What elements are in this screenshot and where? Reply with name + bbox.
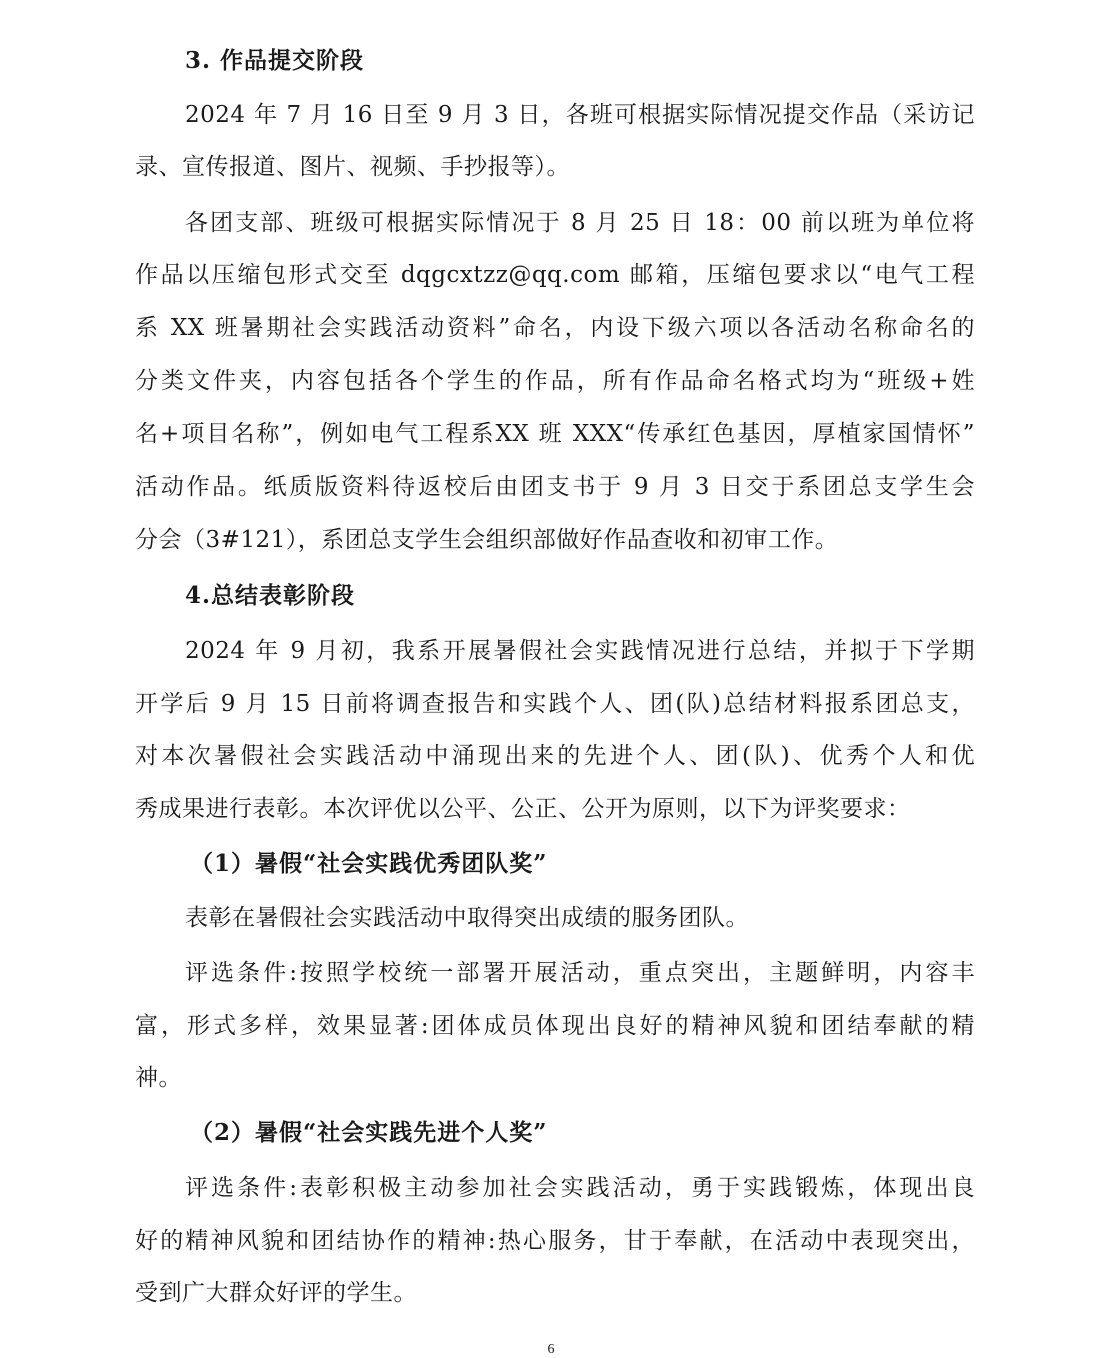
paragraph-line: 名+项目名称”，例如电气工程系XX 班 XXX“传承红色基因，厚植家国情怀”	[135, 421, 975, 447]
paragraph-line: 评选条件:表彰积极主动参加社会实践活动，勇于实践锻炼，体现出良	[185, 1175, 975, 1201]
paragraph-line: 各团支部、班级可根据实际情况于 8 月 25 日 18：00 前以班为单位将	[185, 210, 975, 236]
paragraph-line: 活动作品。纸质版资料待返校后由团支书于 9 月 3 日交于系团总支学生会	[135, 474, 975, 500]
paragraph-line: 神。	[135, 1065, 182, 1091]
paragraph-line: 秀成果进行表彰。本次评优以公平、公正、公开为原则，以下为评奖要求：	[135, 796, 911, 822]
page-number: 6	[547, 1342, 555, 1357]
paragraph-line: 分会（3#121），系团总支学生会组织部做好作品查收和初审工作。	[135, 527, 839, 553]
award-1-heading: （1）暑假“社会实践优秀团队奖”	[190, 850, 548, 877]
paragraph-line: 作品以压缩包形式交至 dqgcxtzz@qq.com 邮箱，压缩包要求以“电气工程	[135, 262, 975, 288]
paragraph-line: 受到广大群众好评的学生。	[135, 1280, 417, 1306]
paragraph-line: 表彰在暑假社会实践活动中取得突出成绩的服务团队。	[185, 905, 749, 931]
award-2-heading: （2）暑假“社会实践先进个人奖”	[190, 1119, 548, 1146]
paragraph-line: 开学后 9 月 15 日前将调查报告和实践个人、团(队)总结材料报系团总支，	[135, 691, 975, 717]
paragraph-line: 富，形式多样，效果显著:团体成员体现出良好的精神风貌和团结奉献的精	[135, 1013, 975, 1039]
paragraph-line: 系 XX 班暑期社会实践活动资料”命名，内设下级六项以各活动名称命名的	[135, 315, 975, 341]
paragraph-line: 评选条件:按照学校统一部署开展活动，重点突出，主题鲜明，内容丰	[185, 960, 975, 986]
paragraph-line: 好的精神风貌和团结协作的精神:热心服务，甘于奉献，在活动中表现突出，	[135, 1228, 975, 1254]
paragraph-line: 2024 年 7 月 16 日至 9 月 3 日，各班可根据实际情况提交作品（采访记	[185, 102, 975, 128]
paragraph-line: 分类文件夹，内容包括各个学生的作品，所有作品命名格式均为“班级+姓	[135, 368, 975, 394]
paragraph-line: 对本次暑假社会实践活动中涌现出来的先进个人、团(队)、优秀个人和优	[135, 743, 975, 769]
section-3-heading: 3. 作品提交阶段	[185, 47, 365, 74]
section-4-heading: 4.总结表彰阶段	[185, 582, 356, 609]
paragraph-line: 2024 年 9 月初，我系开展暑假社会实践情况进行总结，并拟于下学期	[185, 638, 975, 664]
paragraph-line: 录、宣传报道、图片、视频、手抄报等）。	[135, 154, 570, 180]
